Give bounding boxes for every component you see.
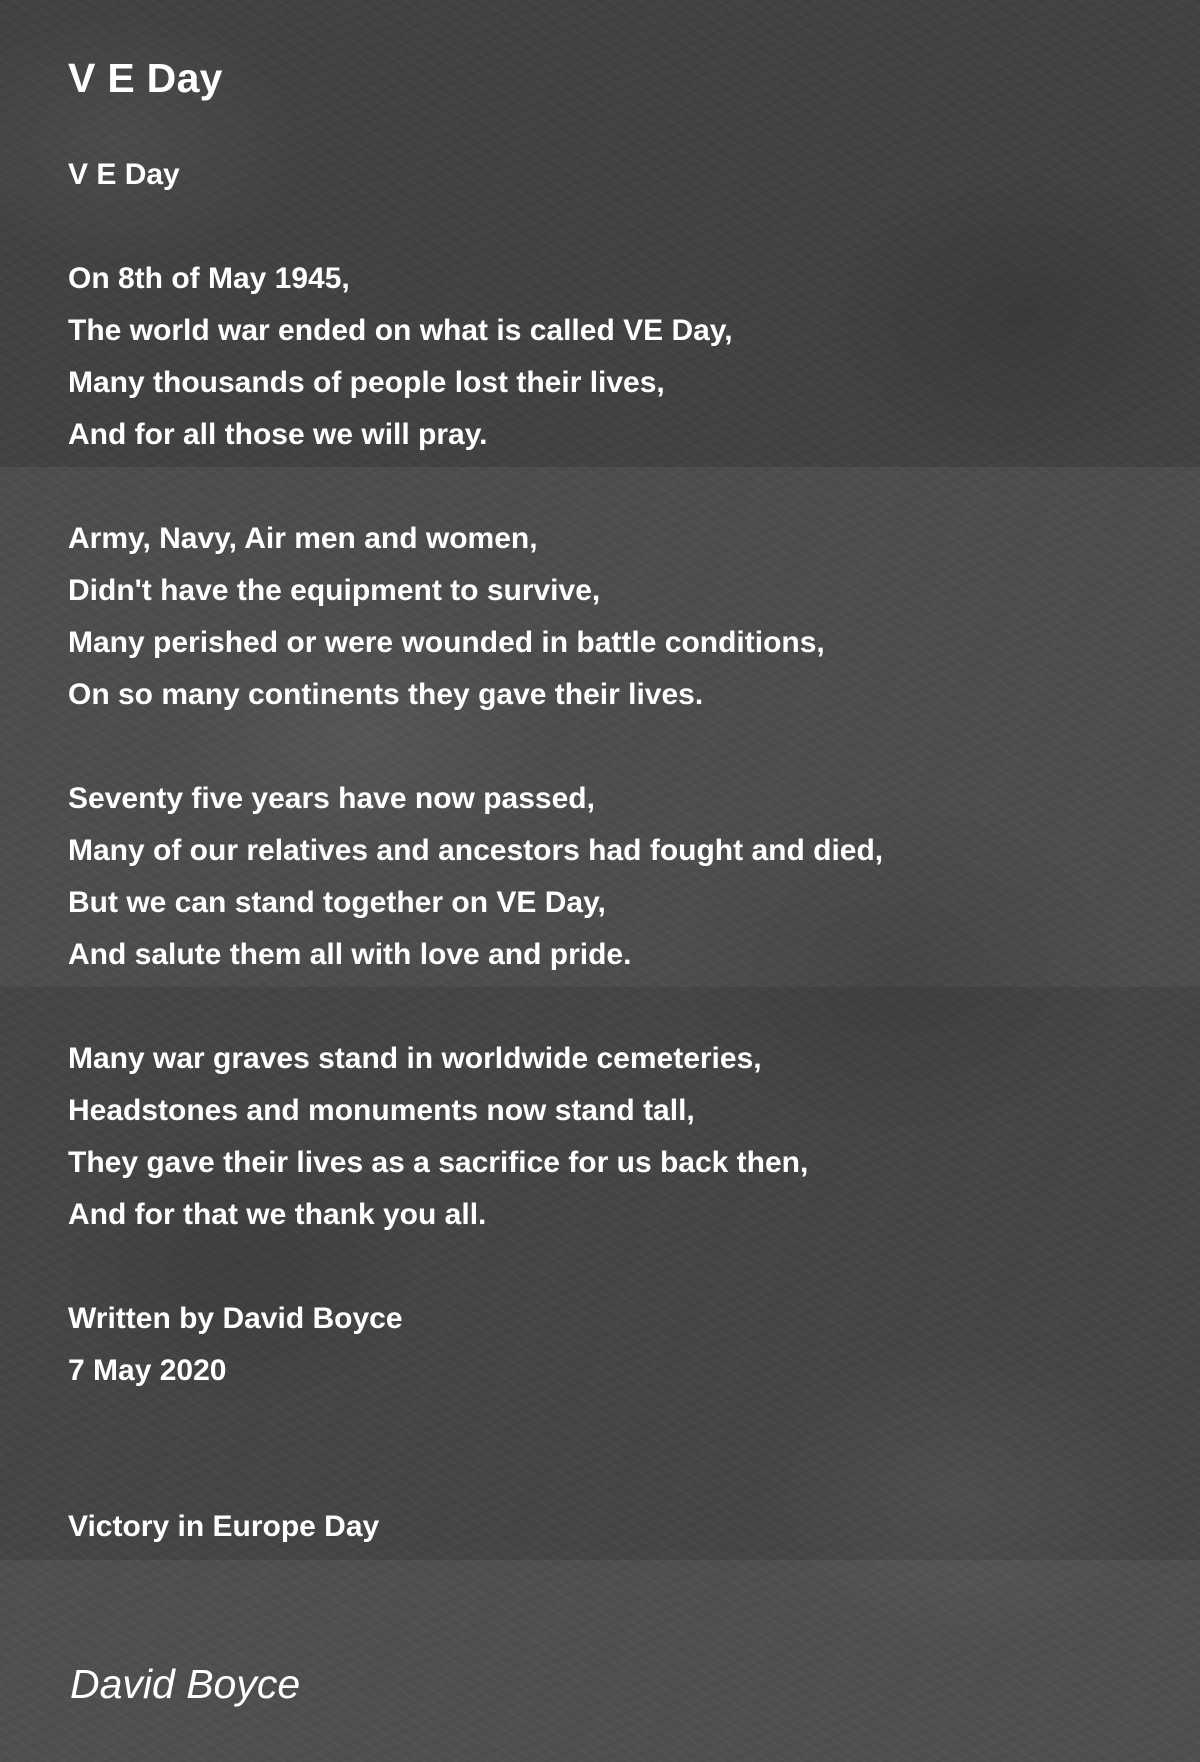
poem-line: But we can stand together on VE Day, [68, 886, 606, 919]
stanza-break [68, 461, 883, 513]
stanza-break [68, 981, 883, 1033]
poem-line: And salute them all with love and pride. [68, 938, 632, 971]
poem-line: On so many continents they gave their lives. [68, 678, 704, 711]
poem-body [68, 149, 883, 1553]
stanza-break [68, 201, 883, 253]
stanza-break [68, 1397, 883, 1449]
poem-line: Many of our relatives and ancestors had fought and died, [68, 834, 884, 867]
poem-line: The world war ended on what is called VE Day, [68, 314, 733, 347]
poem-heading: V E Day [68, 158, 180, 191]
poem-title: V E Day [68, 55, 223, 101]
stanza-break [68, 721, 883, 773]
poem-signature: Written by David Boyce [68, 1302, 403, 1335]
poem-footnote: Victory in Europe Day [68, 1510, 380, 1543]
poem-line: Seventy five years have now passed, [68, 782, 595, 815]
poem-line: Many perished or were wounded in battle conditions, [68, 626, 825, 659]
stanza-break [68, 1449, 883, 1501]
poem-line: Headstones and monuments now stand tall, [68, 1094, 695, 1127]
poem-line: And for that we thank you all. [68, 1198, 487, 1231]
poem-line: Many war graves stand in worldwide cemeteries, [68, 1042, 762, 1075]
poem-line: Didn't have the equipment to survive, [68, 574, 601, 607]
author-name: David Boyce [70, 1661, 301, 1707]
poem-line: On 8th of May 1945, [68, 262, 350, 295]
poem-line: Army, Navy, Air men and women, [68, 522, 538, 555]
poem-line: They gave their lives as a sacrifice for us back then, [68, 1146, 809, 1179]
poem-line: And for all those we will pray. [68, 418, 488, 451]
poem-date: 7 May 2020 [68, 1354, 227, 1387]
poem-line: Many thousands of people lost their lives, [68, 366, 665, 399]
stanza-break [68, 1241, 883, 1293]
